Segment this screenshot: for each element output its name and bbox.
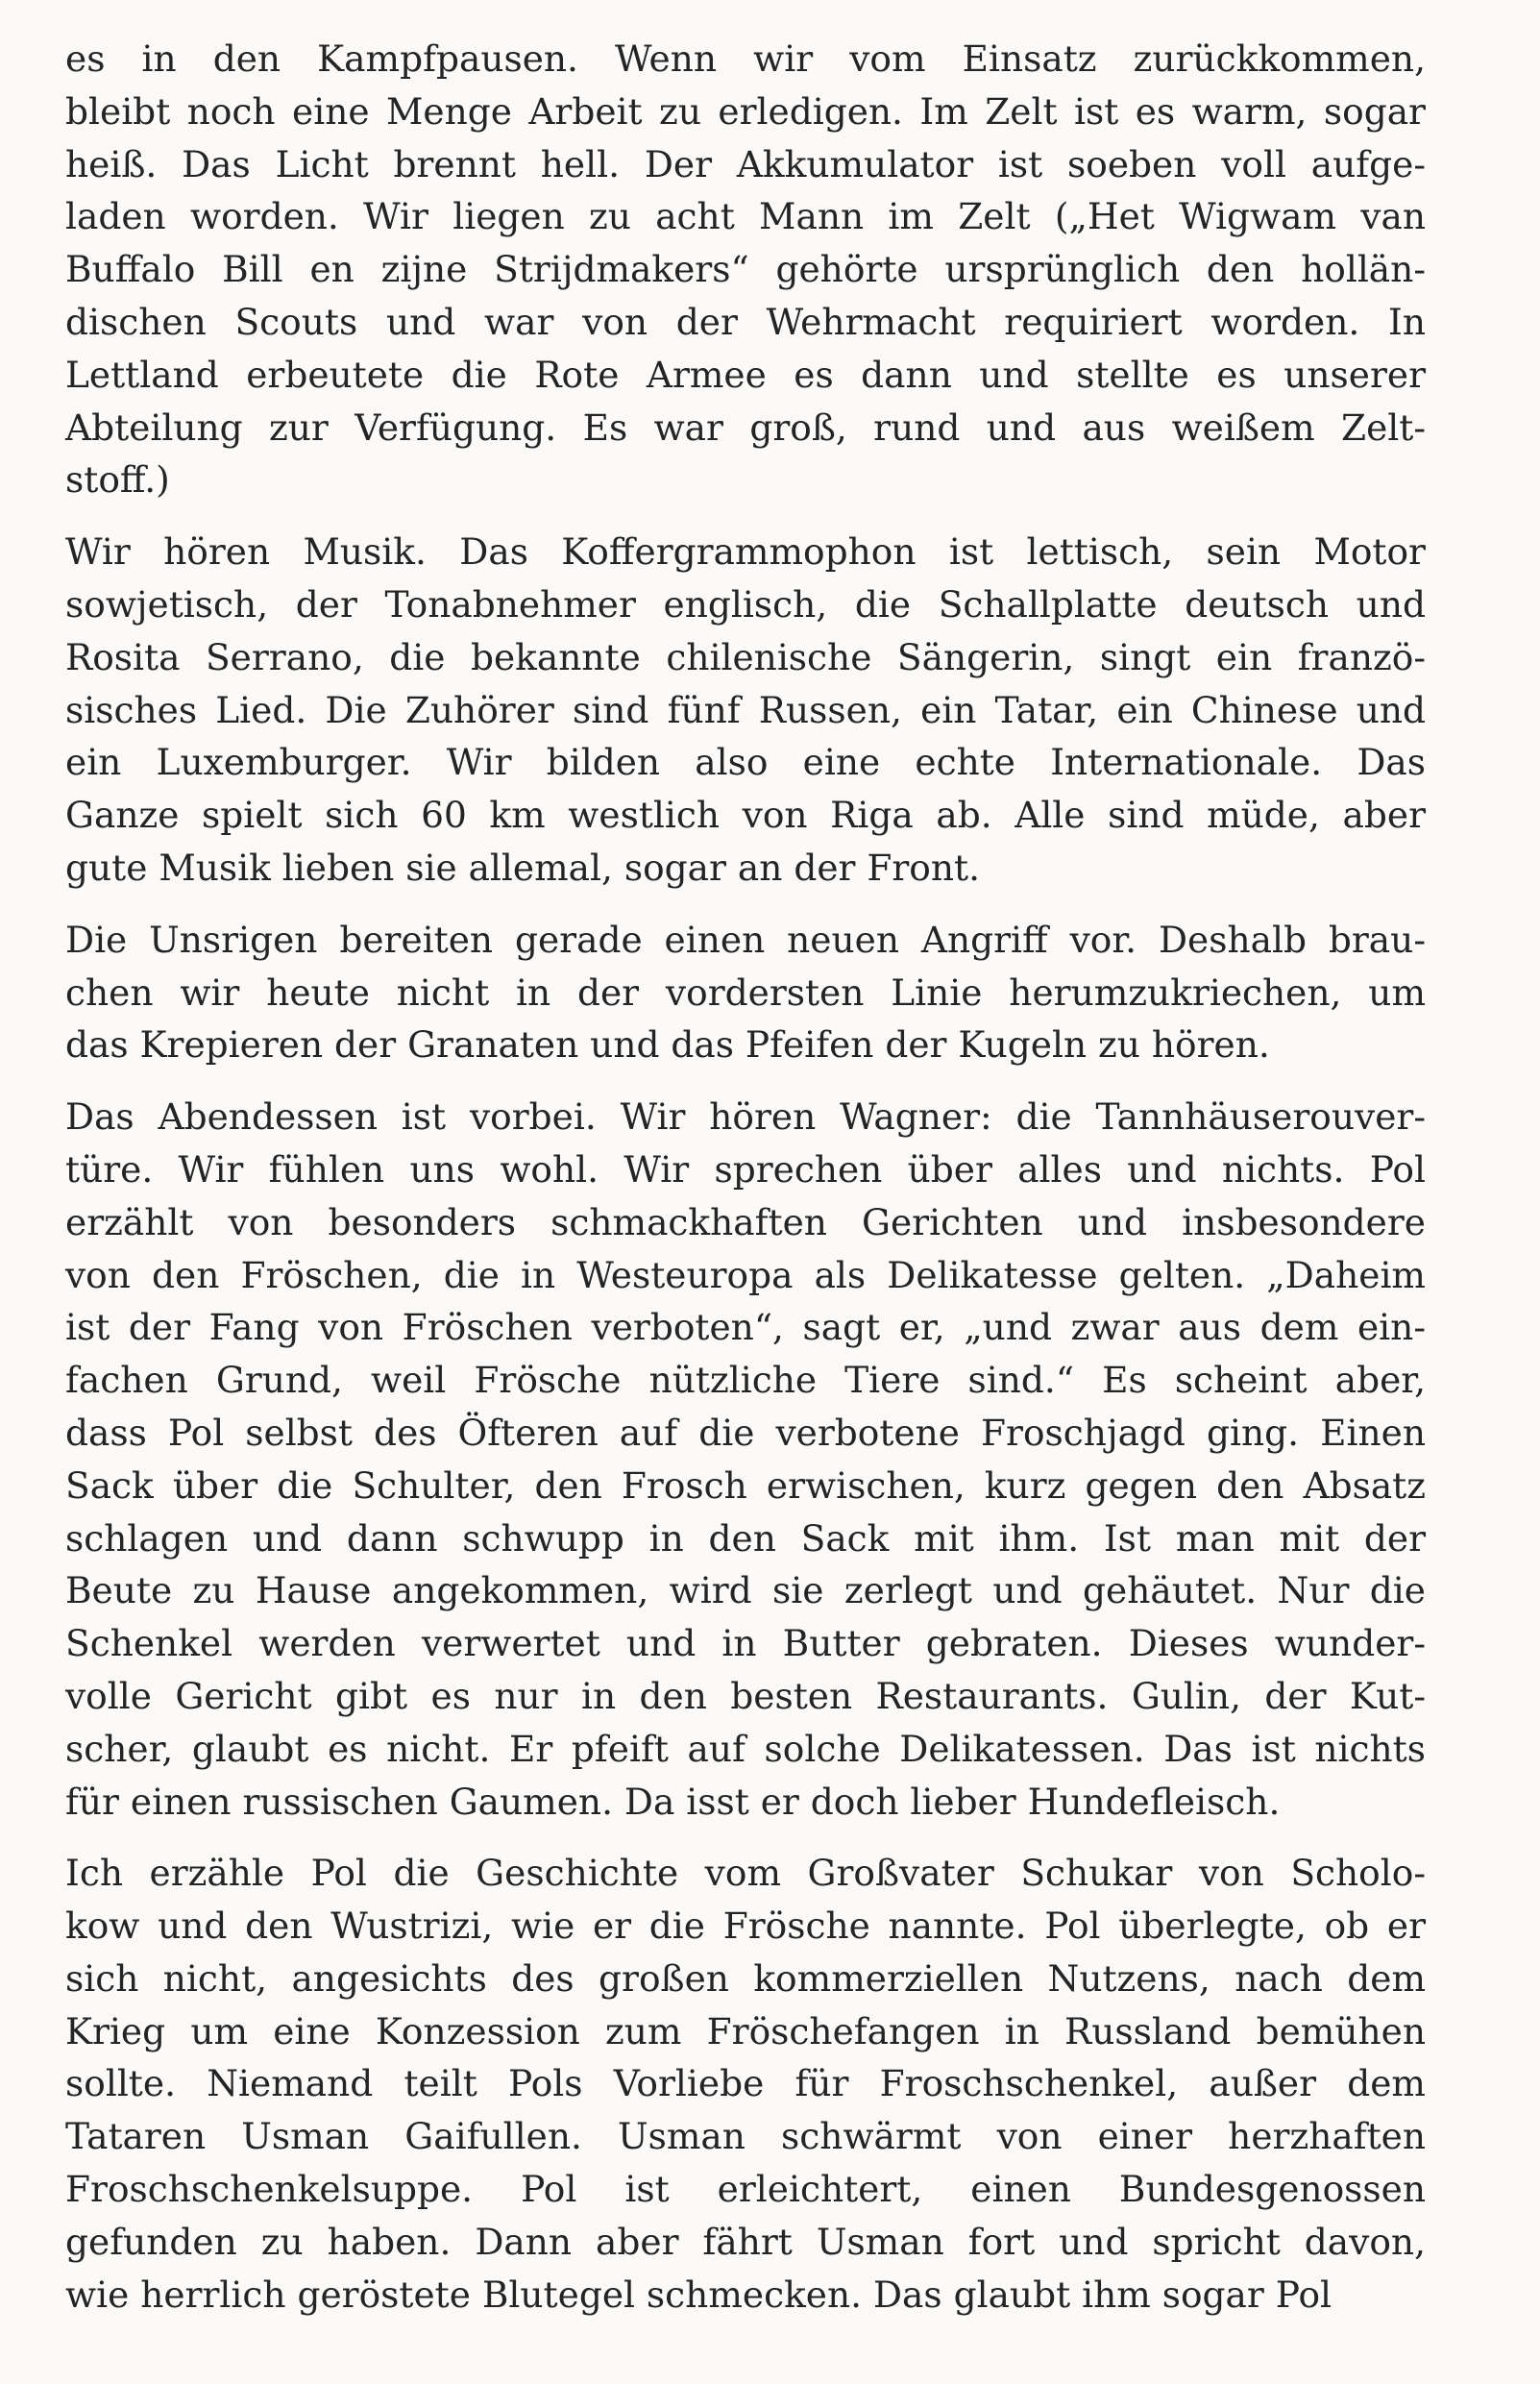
text-line: sich nicht, angesichts des großen kommerziellen Nutzens, nach dem: [65, 1956, 1426, 2000]
text-line: es in den Kampfpausen. Wenn wir vom Einsatz zurückkommen,: [65, 37, 1426, 80]
text-line: schlagen und dann schwupp in den Sack mit ihm. Ist man mit der: [65, 1516, 1426, 1560]
text-line: ein Luxemburger. Wir bilden also eine echte Internationale. Das: [65, 741, 1426, 784]
paragraph-2: [65, 526, 1426, 895]
paragraph-1: [65, 33, 1426, 506]
paragraph-5: [65, 1847, 1426, 2321]
text-line: Abteilung zur Verfügung. Es war groß, rund und aus weißem Zelt-: [65, 406, 1426, 449]
text-line: sisches Lied. Die Zuhörer sind fünf Russen, ein Tatar, ein Chinese und: [65, 688, 1426, 731]
text-line: Das Abendessen ist vorbei. Wir hören Wagner: die Tannhäuserouver-: [65, 1095, 1426, 1139]
text-line: Rosita Serrano, die bekannte chilenische Sängerin, singt ein franzö-: [65, 635, 1426, 678]
text-line: Buffalo Bill en zijne Strijdmakers“ gehörte ursprünglich den hollän-: [65, 248, 1426, 291]
text-line: dischen Scouts und war von der Wehrmacht requiriert worden. In: [65, 300, 1426, 343]
text-line: türe. Wir fühlen uns wohl. Wir sprechen über alles und nichts. Pol: [65, 1147, 1426, 1191]
text-line: sowjetisch, der Tonabnehmer englisch, die Schallplatte deutsch und: [65, 582, 1426, 626]
text-line: Die Unsrigen bereiten gerade einen neuen Angriff vor. Deshalb brau-: [65, 918, 1426, 961]
text-line: bleibt noch eine Menge Arbeit zu erledigen. Im Zelt ist es warm, sogar: [65, 89, 1426, 133]
text-line: wie herrlich geröstete Blutegel schmecken. Das glaubt ihm sogar Pol: [65, 2273, 1332, 2316]
text-line: chen wir heute nicht in der vordersten Linie herumzukriechen, um: [65, 971, 1426, 1014]
text-line: volle Gericht gibt es nur in den besten Restaurants. Gulin, der Kut-: [65, 1674, 1426, 1717]
text-line: Tataren Usman Gaifullen. Usman schwärmt von einer herzhaften: [65, 2115, 1426, 2158]
text-line: erzählt von besonders schmackhaften Gerichten und insbesondere: [65, 1200, 1426, 1243]
text-line: gefunden zu haben. Dann aber fährt Usman fort und spricht davon,: [65, 2220, 1426, 2263]
text-line: ist der Fang von Fröschen verboten“, sagt er, „und zwar aus dem ein-: [65, 1306, 1426, 1349]
body-text: [65, 33, 1426, 2321]
paragraph-3: [65, 914, 1426, 1071]
text-line: scher, glaubt es nicht. Er pfeift auf solche Delikatessen. Das ist nichts: [65, 1727, 1426, 1770]
text-line: Beute zu Hause angekommen, wird sie zerlegt und gehäutet. Nur die: [65, 1569, 1426, 1612]
text-line: Ganze spielt sich 60 km westlich von Riga ab. Alle sind müde, aber: [65, 794, 1426, 837]
text-line: kow und den Wustrizi, wie er die Frösche nannte. Pol überlegte, ob er: [65, 1905, 1426, 1948]
text-line: Schenkel werden verwertet und in Butter gebraten. Dieses wunder-: [65, 1622, 1426, 1665]
text-line: für einen russischen Gaumen. Da isst er doch lieber Hundefleisch.: [65, 1780, 1281, 1823]
text-line: von den Fröschen, die in Westeuropa als Delikatesse gelten. „Daheim: [65, 1253, 1426, 1296]
text-line: Sack über die Schulter, den Frosch erwischen, kurz gegen den Absatz: [65, 1463, 1426, 1507]
text-line: Froschschenkelsuppe. Pol ist erleichtert, einen Bundesgenossen: [65, 2168, 1426, 2211]
text-line: sollte. Niemand teilt Pols Vorliebe für Froschschenkel, außer dem: [65, 2062, 1426, 2105]
text-line: Lettland erbeutete die Rote Armee es dann und stellte es unserer: [65, 353, 1426, 396]
text-line: stoff.): [65, 458, 170, 502]
text-line: dass Pol selbst des Öfteren auf die verbotene Froschjagd ging. Einen: [65, 1411, 1426, 1454]
text-line: Krieg um eine Konzession zum Fröschefangen in Russland bemühen: [65, 2009, 1426, 2052]
text-line: Wir hören Musik. Das Koffergrammophon ist lettisch, sein Motor: [65, 530, 1426, 574]
text-line: Ich erzähle Pol die Geschichte vom Großvater Schukar von Scholo-: [65, 1852, 1426, 1895]
text-line: heiß. Das Licht brennt hell. Der Akkumulator ist soeben voll aufge-: [65, 142, 1426, 185]
text-line: fachen Grund, weil Frösche nützliche Tiere sind.“ Es scheint aber,: [65, 1359, 1426, 1402]
text-line: gute Musik lieben sie allemal, sogar an der Front.: [65, 846, 981, 889]
text-line: das Krepieren der Granaten und das Pfeifen der Kugeln zu hören.: [65, 1023, 1270, 1067]
text-line: laden worden. Wir liegen zu acht Mann im Zelt („Het Wigwam van: [65, 195, 1426, 238]
paragraph-4: [65, 1091, 1426, 1828]
